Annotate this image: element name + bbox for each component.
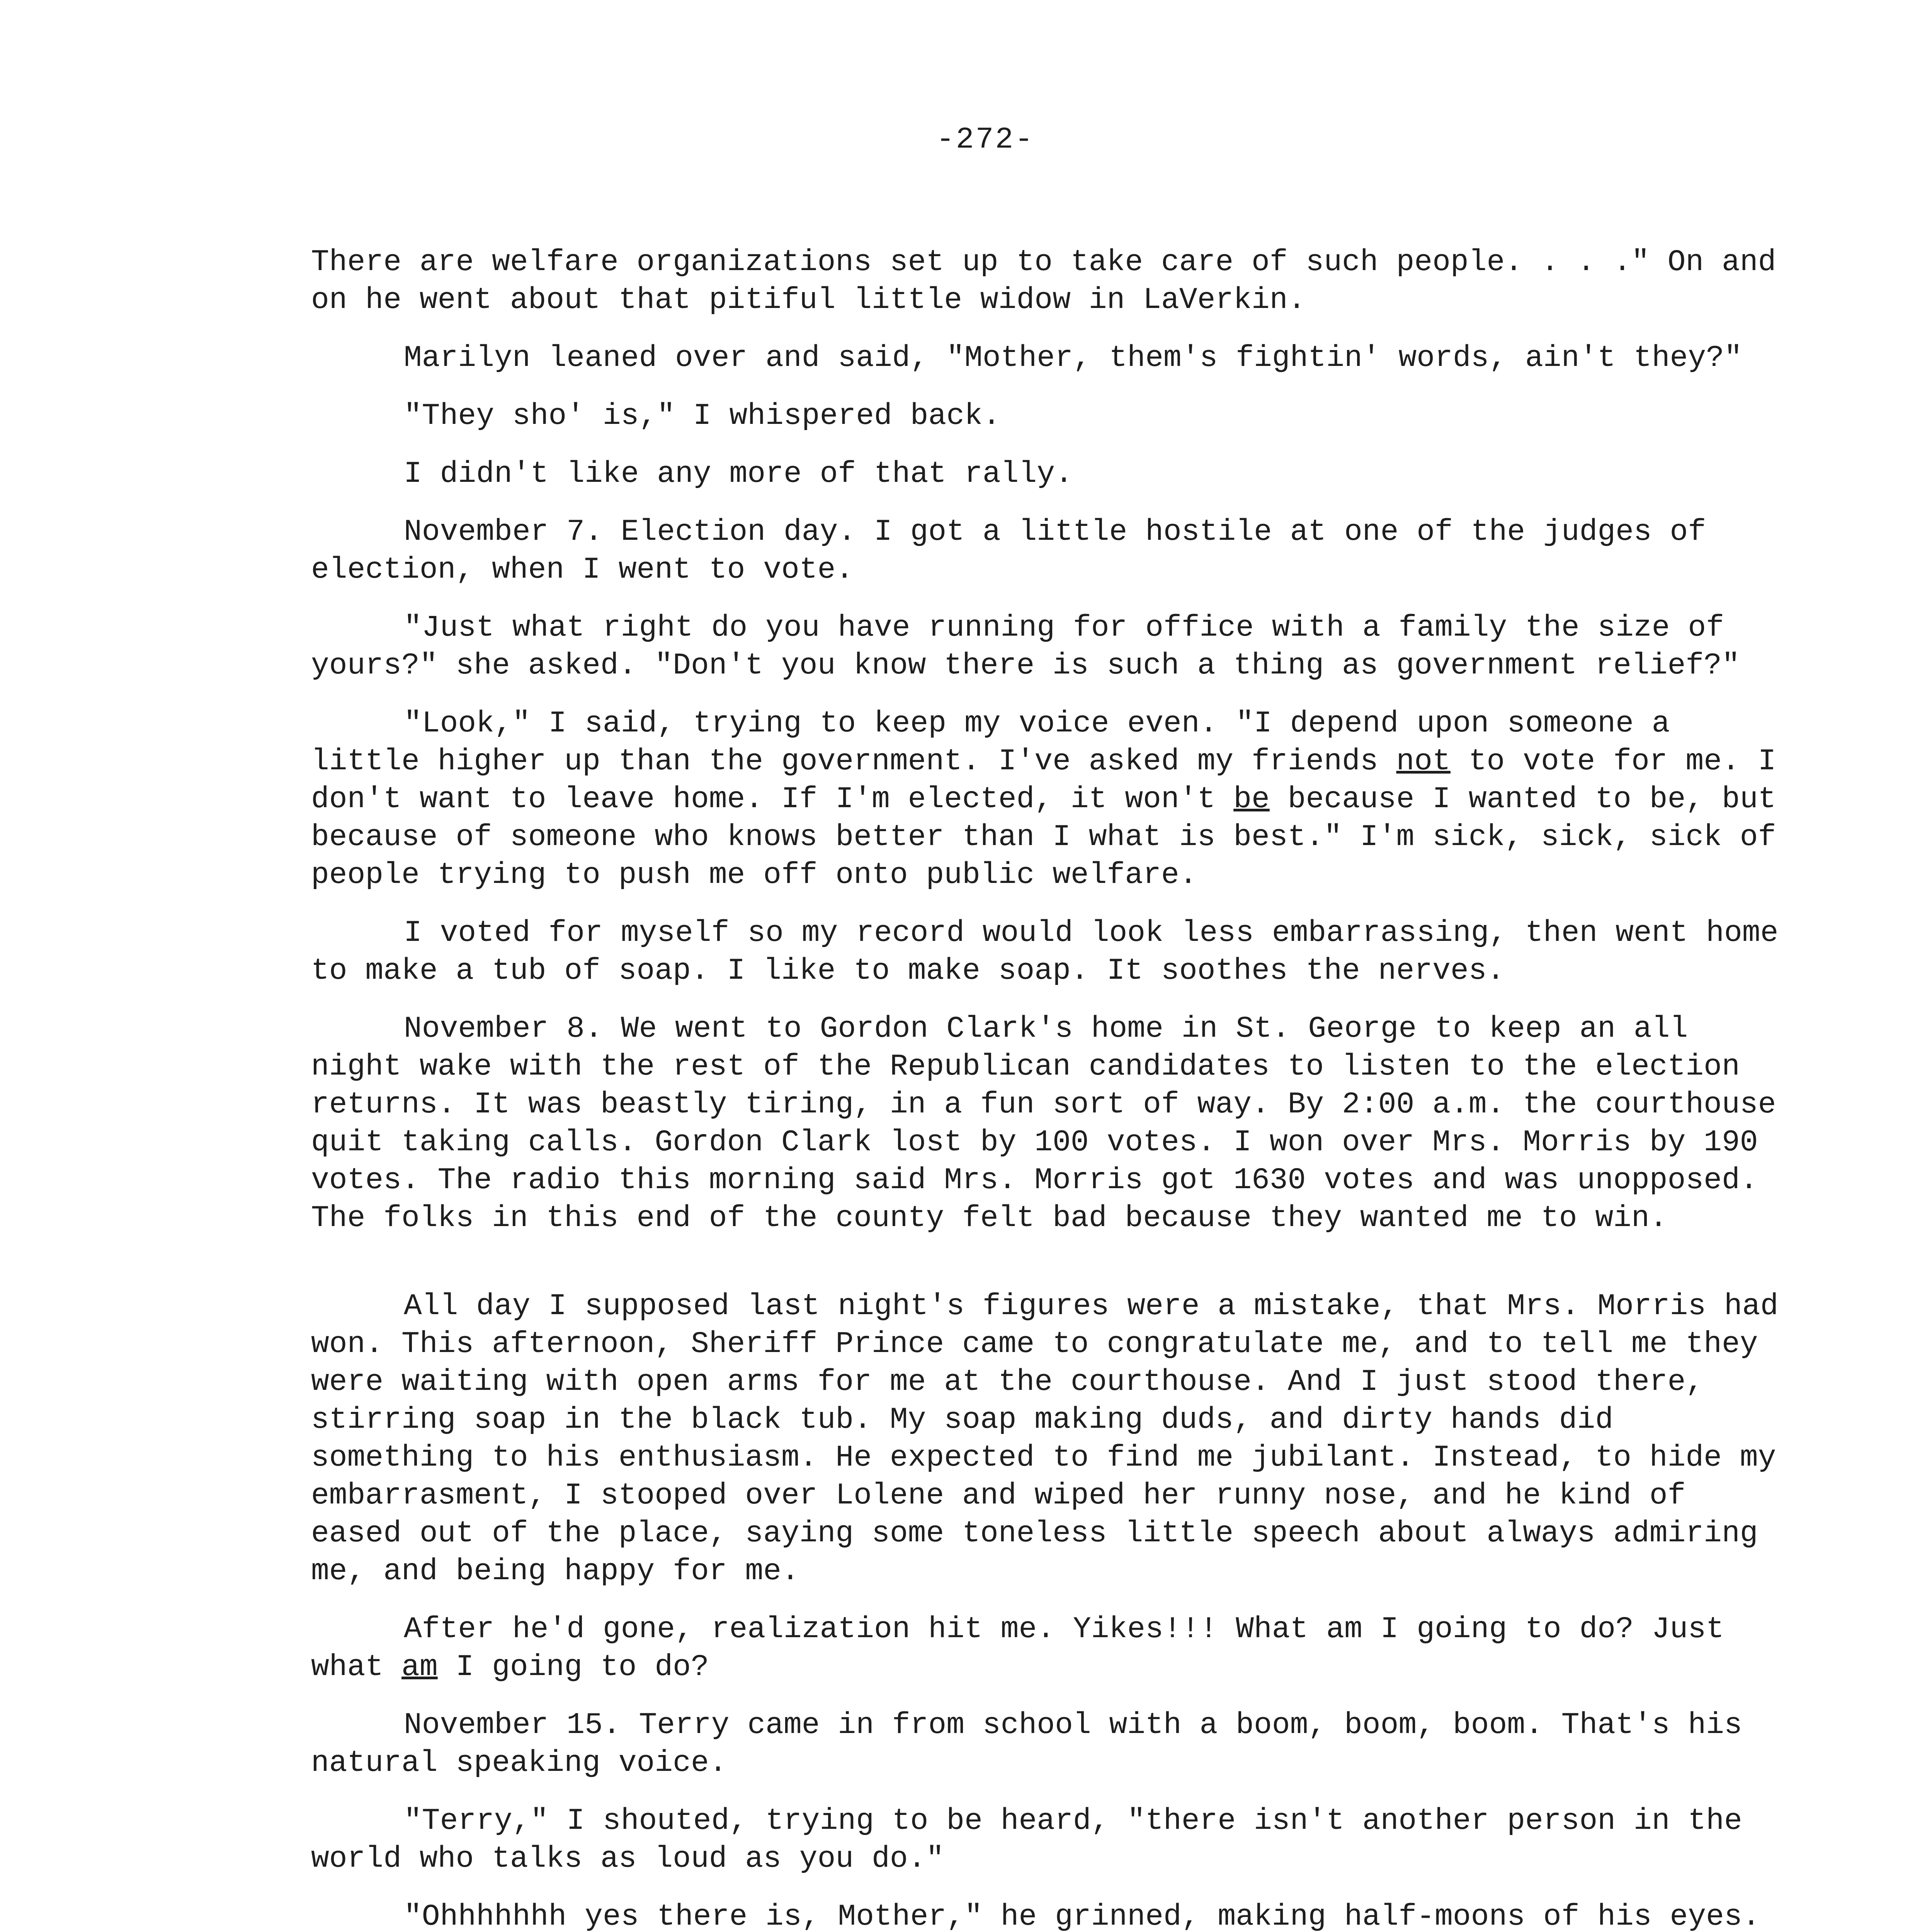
page-number: -272- <box>936 123 1035 157</box>
paragraph-november-15-terry: November 15. Terry came in from school with a boom, boom, boom. That's his natural speaking voice. <box>311 1708 1742 1780</box>
paragraph-november-7-election-day: November 7. Election day. I got a little hostile at one of the judges of election, when I went to vote. <box>311 515 1706 587</box>
underlined-word-not: not <box>1396 745 1451 779</box>
paragraph-after-text-end: I going to do? <box>437 1650 709 1684</box>
paragraph-voted-for-myself: I voted for myself so my record would look less embarrassing, then went home to make a tub of soap. I like to make soap. It soothes the nerves. <box>311 916 1779 988</box>
paragraph-after-text-start: After he'd gone, realization hit me. Yikes!!! What am I going to do? Just what <box>311 1612 1724 1684</box>
paragraph-terry-i-shouted: "Terry," I shouted, trying to be heard, "there isn't another person in the world who talks as loud as you do." <box>311 1804 1742 1876</box>
paragraph-look-i-said <box>311 705 1787 894</box>
typed-page-body <box>311 243 1787 1932</box>
underlined-word-am: am <box>401 1650 438 1684</box>
paragraph-look-text-end: because I wanted to be, but because of someone who knows better than I what is best." I'm sick, sick, sick of people trying to push me off onto public welfare. <box>311 782 1776 892</box>
paragraph-marilyn-leaned-over: Marilyn leaned over and said, "Mother, them's fightin' words, ain't they?" <box>404 341 1742 375</box>
paragraph-look-text-start: "Look," I said, trying to keep my voice even. "I depend upon someone a little higher up than the government. I've asked my friends <box>311 707 1670 779</box>
paragraph-after-hed-gone <box>311 1611 1787 1686</box>
paragraph-they-sho-is: "They sho' is," I whispered back. <box>404 399 1001 433</box>
paragraph-look-text-middle: to vote for me. I don't want to leave home. If I'm elected, it won't <box>311 745 1776 816</box>
paragraph-all-day-supposed: All day I supposed last night's figures were a mistake, that Mrs. Morris had won. This afternoon, Sheriff Prince came to congratulate me, and to tell me they were waiting with open arms for me at the courthouse. And I just stood there, stirring soap in the black tub. My soap making duds, and dirty hands did something to his enthusiasm. He expected to find me jubilant. Instead, to hide my embarrasment, I stooped over Lolene and wiped her runny nose, and he kind of eased out of the place, saying some toneless little speech about always admiring me, and being happy for me. <box>311 1289 1779 1588</box>
paragraph-november-8-election-returns: November 8. We went to Gordon Clark's home in St. George to keep an all night wake with the rest of the Republican candidates to listen to the election returns. It was beastly tiring, in a fun sort of way. By 2:00 a.m. the courthouse quit taking calls. Gordon Clark lost by 100 votes. I won over Mrs. Morris by 190 votes. The radio this morning said Mrs. Morris got 1630 votes and was unopposed. The folks in this end of the county felt bad because they wanted me to win. <box>311 1012 1776 1235</box>
paragraph-just-what-right: "Just what right do you have running for office with a family the size of yours?" she asked. "Don't you know there is such a thing as government relief?" <box>311 611 1740 683</box>
paragraph-ohhh-yes-there-is: "Ohhhhhhh yes there is, Mother," he grinned, making half-moons of his eyes. <box>404 1900 1760 1932</box>
underlined-word-be: be <box>1233 782 1270 816</box>
paragraph-didnt-like-rally: I didn't like any more of that rally. <box>404 457 1073 491</box>
paragraph-welfare-organizations: There are welfare organizations set up to take care of such people. . . ." On and on he went about that pitiful little widow in LaVerkin. <box>311 245 1776 317</box>
